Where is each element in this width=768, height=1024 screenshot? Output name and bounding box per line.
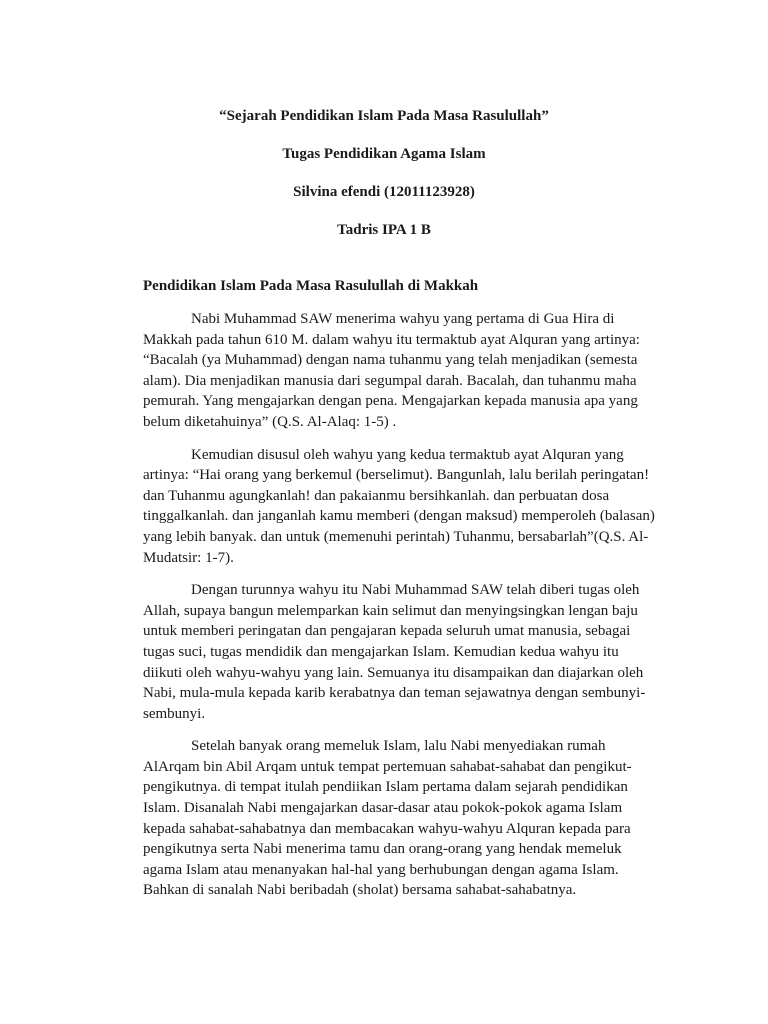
text-line: dan Tuhanmu agungkanlah! dan pakaianmu bersihkanlah. dan perbuatan dosa bbox=[143, 487, 610, 504]
text-line: Makkah pada tahun 610 M. dalam wahyu itu termaktub ayat Alquran yang artinya: bbox=[143, 331, 640, 348]
text-line: AlArqam bin Abil Arqam untuk tempat pertemuan sahabat-sahabat dan pengikut- bbox=[143, 758, 632, 775]
text-line: agama Islam atau menanyakan hal-hal yang berhubungan dengan agama Islam. bbox=[143, 861, 619, 878]
text-line: sembunyi. bbox=[143, 705, 206, 722]
text-line: tugas suci, tugas mendidik dan mengajarkan Islam. Kemudian kedua wahyu itu bbox=[143, 643, 619, 660]
text-line: Bahkan di sanalah Nabi beribadah (sholat) bersama sahabat-sahabatnya. bbox=[143, 882, 577, 899]
text-line: “Bacalah (ya Muhammad) dengan nama tuhanmu yang telah menjadikan (semesta bbox=[143, 352, 638, 369]
text-line: artinya: “Hai orang yang berkemul (berselimut). Bangunlah, lalu berilah peringatan! bbox=[143, 467, 650, 484]
text-line: diikuti oleh wahyu-wahyu yang lain. Semuanya itu disampaikan dan diajarkan oleh bbox=[143, 664, 644, 681]
text-line: Dengan turunnya wahyu itu Nabi Muhammad SAW telah diberi tugas oleh bbox=[191, 582, 640, 599]
document-title: “Sejarah Pendidikan Islam Pada Masa Rasulullah” bbox=[219, 108, 549, 124]
text-line: Kemudian disusul oleh wahyu yang kedua termaktub ayat Alquran yang bbox=[191, 446, 624, 463]
text-line: Allah, supaya bangun melemparkan kain selimut dan menyingsingkan lengan baju bbox=[143, 602, 638, 619]
title-block bbox=[0, 107, 768, 239]
document-subtitle: Tugas Pendidikan Agama Islam bbox=[282, 146, 486, 162]
paragraph bbox=[143, 736, 658, 901]
text-line: pengikutnya serta Nabi menerima tamu dan orang-orang yang hendak memeluk bbox=[143, 841, 622, 858]
text-line: alam). Dia menjadikan manusia dari segumpal darah. Bacalah, dan tuhanmu maha bbox=[143, 372, 637, 389]
text-line: Mudatsir: 1-7). bbox=[143, 549, 234, 566]
text-line: pemurah. Yang mengajarkan dengan pena. Mengajarkan kepada manusia apa yang bbox=[143, 393, 638, 410]
paragraph bbox=[143, 309, 658, 433]
text-line: yang lebih banyak. dan untuk (memenuhi perintah) Tuhanmu, bersabarlah”(Q.S. Al- bbox=[143, 528, 649, 545]
author-name: Silvina efendi (12011123928) bbox=[293, 184, 475, 200]
text-line: Setelah banyak orang memeluk Islam, lalu Nabi menyediakan rumah bbox=[191, 738, 606, 755]
text-line: untuk memberi peringatan dan pengajaran kepada seluruh umat manusia, sebagai bbox=[143, 623, 631, 640]
text-line: tinggalkanlah. dan janganlah kamu memberi (dengan maksud) memperoleh (balasan) bbox=[143, 508, 655, 525]
text-line: Nabi Muhammad SAW menerima wahyu yang pertama di Gua Hira di bbox=[191, 311, 615, 327]
section-heading: Pendidikan Islam Pada Masa Rasulullah di Makkah bbox=[143, 278, 479, 294]
paragraph bbox=[143, 445, 658, 569]
paragraph bbox=[143, 580, 658, 724]
text-line: belum diketahuinya” (Q.S. Al-Alaq: 1-5) . bbox=[143, 413, 397, 430]
text-line: kepada sahabat-sahabatnya dan membacakan wahyu-wahyu Alquran kepada para bbox=[143, 820, 631, 837]
text-line: Islam. Disanalah Nabi mengajarkan dasar-dasar atau pokok-pokok agama Islam bbox=[143, 800, 623, 817]
text-line: Nabi, mula-mula kepada karib kerabatnya dan teman sejawatnya dengan sembunyi- bbox=[143, 685, 646, 702]
text-line: pengikutnya. di tempat itulah pendiikan Islam pertama dalam sejarah pendidikan bbox=[143, 779, 628, 796]
document-body bbox=[143, 277, 658, 913]
class-name: Tadris IPA 1 B bbox=[337, 222, 431, 238]
